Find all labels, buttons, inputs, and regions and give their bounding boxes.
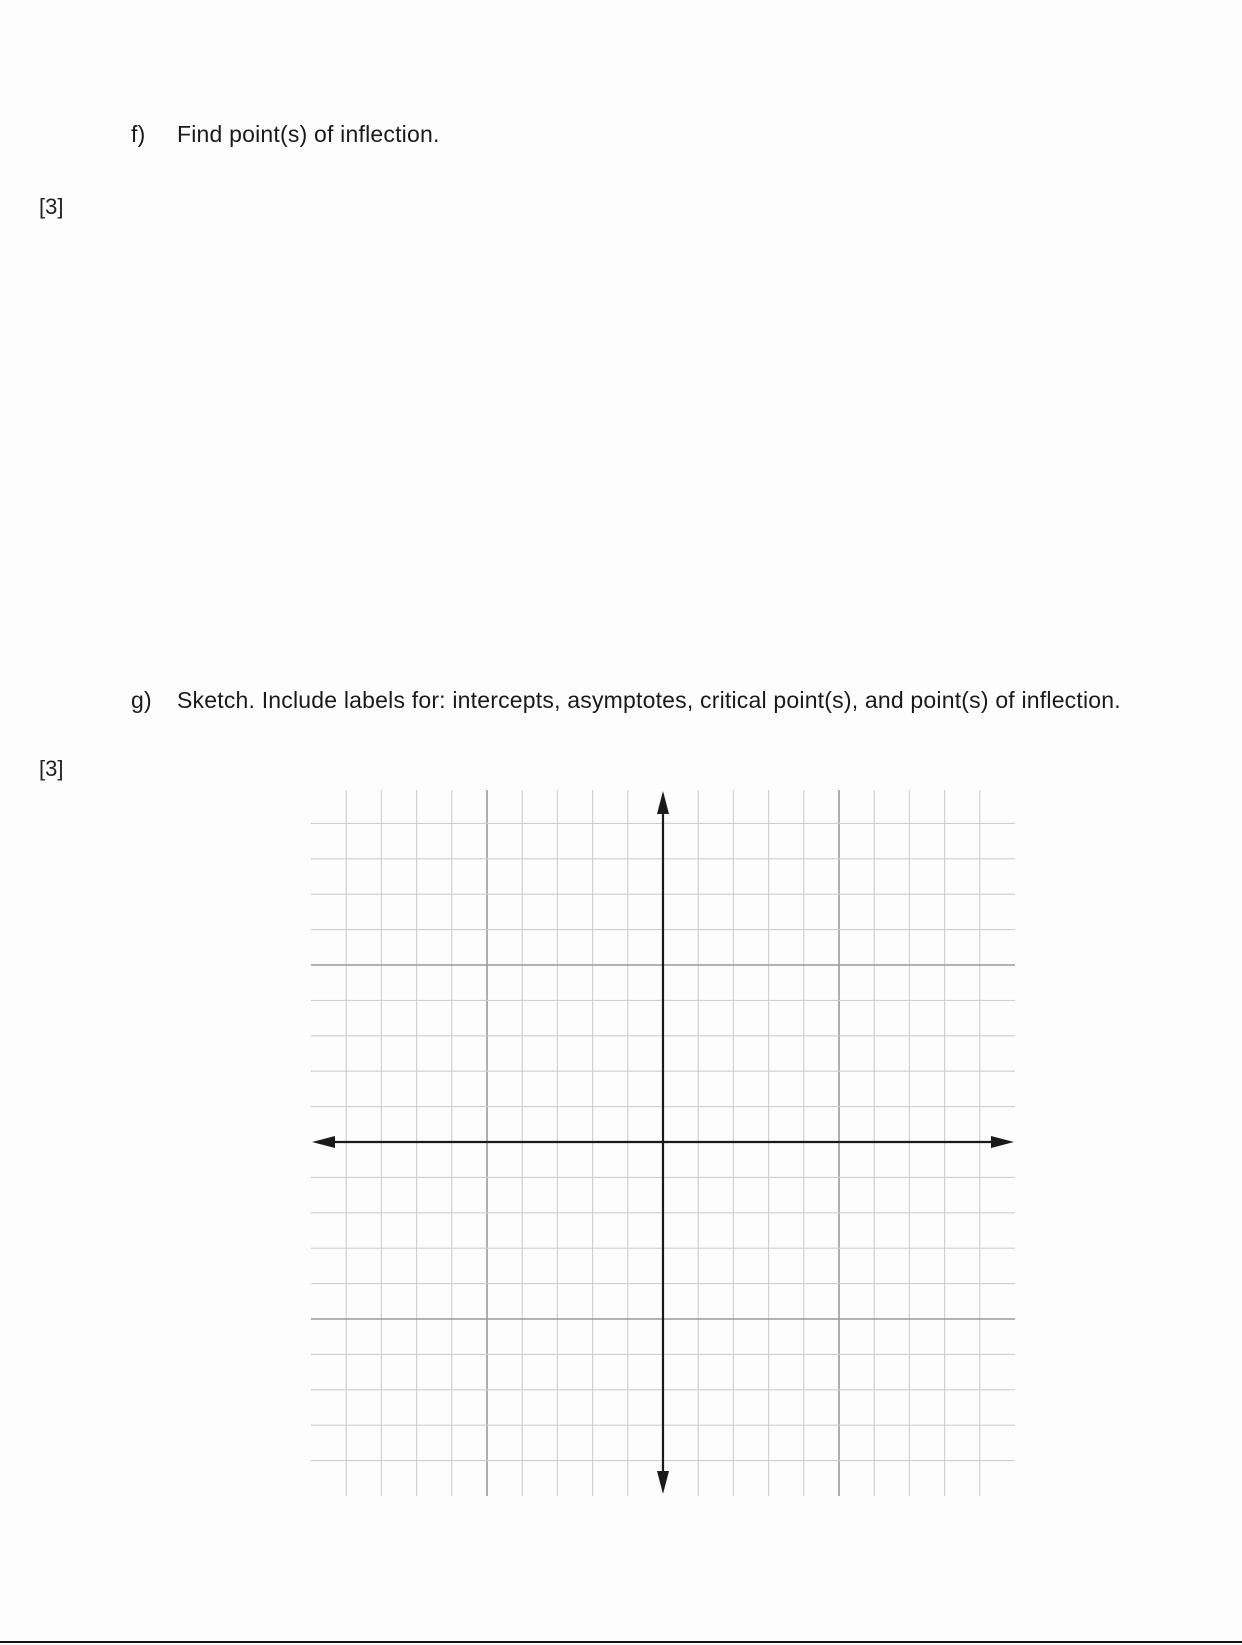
page-bottom-rule [0,1641,1242,1643]
y-axis-arrow-down-icon [657,1471,669,1494]
question-f-letter: f) [131,121,146,147]
question-f-prompt: Find point(s) of inflection. [177,121,440,147]
x-axis-arrow-right-icon [991,1136,1014,1148]
axes [312,791,1014,1494]
x-axis-arrow-left-icon [312,1136,335,1148]
question-g-letter: g) [131,687,152,713]
question-g-prompt: Sketch. Include labels for: intercepts, asymptotes, critical point(s), and point(s) of inflection. [177,687,1121,713]
y-axis-arrow-up-icon [657,791,669,814]
question-g-marks: [3] [39,756,64,781]
question-f-marks: [3] [39,194,64,219]
